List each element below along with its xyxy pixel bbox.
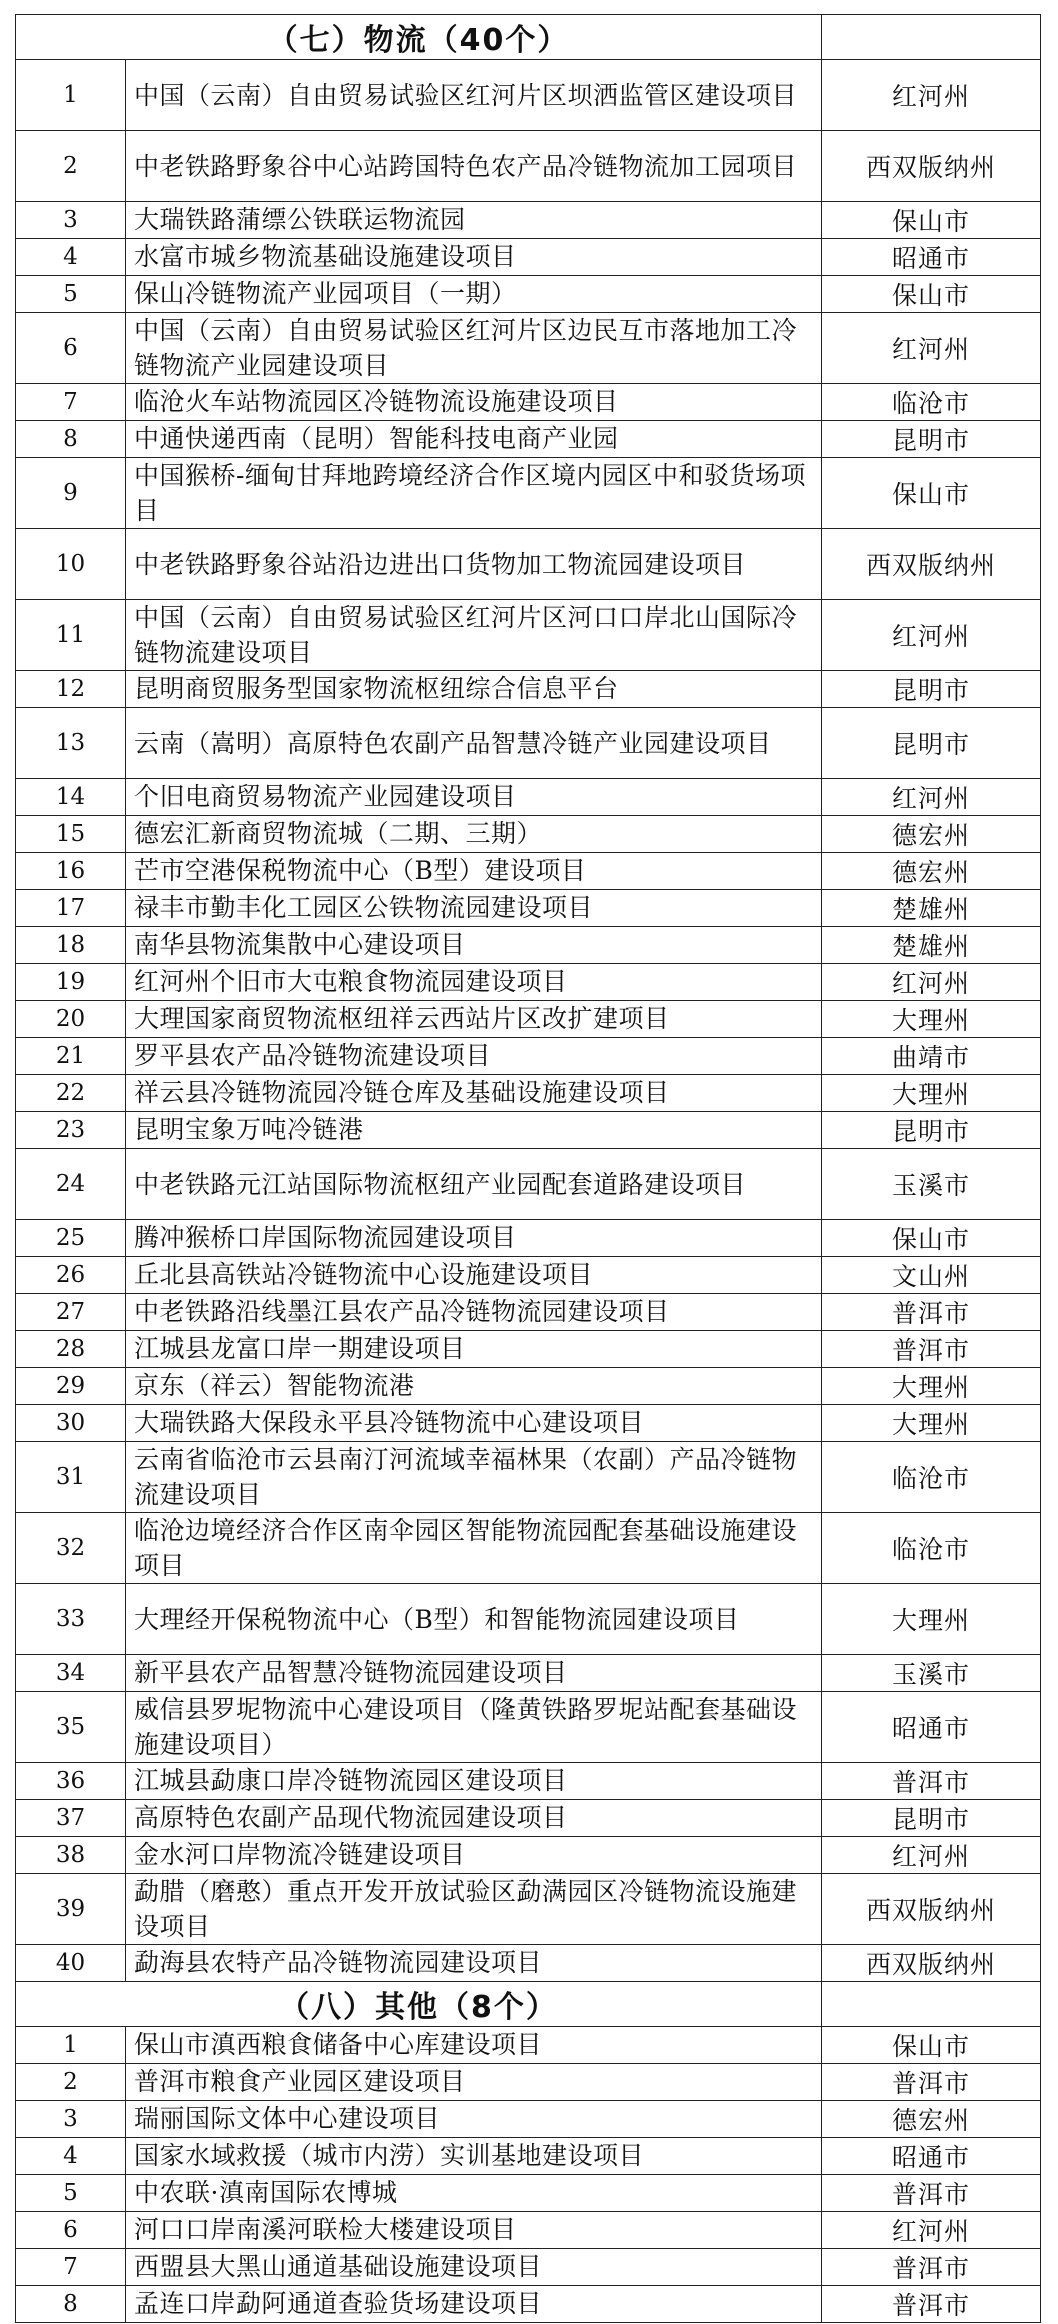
project-region: 红河州 <box>822 600 1041 671</box>
project-region: 楚雄州 <box>822 927 1041 964</box>
row-number: 16 <box>16 853 126 890</box>
project-region: 西双版纳州 <box>822 1945 1041 1982</box>
row-number: 18 <box>16 927 126 964</box>
project-region: 德宏州 <box>822 853 1041 890</box>
table-row <box>16 421 1041 458</box>
project-region: 临沧市 <box>822 384 1041 421</box>
section-header-row <box>16 15 1041 60</box>
project-name: 中老铁路元江站国际物流枢纽产业园配套道路建设项目 <box>126 1149 822 1220</box>
table-row <box>16 1294 1041 1331</box>
project-region: 昆明市 <box>822 708 1041 779</box>
project-region: 大理州 <box>822 1584 1041 1655</box>
row-number: 29 <box>16 1368 126 1405</box>
project-name: 京东（祥云）智能物流港 <box>126 1368 822 1405</box>
project-region: 普洱市 <box>822 1331 1041 1368</box>
project-region: 昭通市 <box>822 2138 1041 2175</box>
table-row <box>16 60 1041 131</box>
row-number: 5 <box>16 2175 126 2212</box>
table-row <box>16 2101 1041 2138</box>
project-name: 昆明宝象万吨冷链港 <box>126 1112 822 1149</box>
project-region: 普洱市 <box>822 2064 1041 2101</box>
table-row <box>16 2212 1041 2249</box>
table-row <box>16 1692 1041 1763</box>
row-number: 10 <box>16 529 126 600</box>
project-region: 德宏州 <box>822 2101 1041 2138</box>
table-row <box>16 816 1041 853</box>
project-region: 西双版纳州 <box>822 529 1041 600</box>
row-number: 31 <box>16 1442 126 1513</box>
project-region: 玉溪市 <box>822 1655 1041 1692</box>
row-number: 36 <box>16 1763 126 1800</box>
project-name: 大理国家商贸物流枢纽祥云西站片区改扩建项目 <box>126 1001 822 1038</box>
project-region: 普洱市 <box>822 2175 1041 2212</box>
project-name: 中国（云南）自由贸易试验区红河片区河口口岸北山国际冷链物流建设项目 <box>126 600 822 671</box>
row-number: 38 <box>16 1837 126 1874</box>
table-row <box>16 779 1041 816</box>
table-row <box>16 1584 1041 1655</box>
table-row <box>16 131 1041 202</box>
table-row <box>16 458 1041 529</box>
project-region: 昆明市 <box>822 1112 1041 1149</box>
project-name: 保山冷链物流产业园项目（一期） <box>126 276 822 313</box>
project-name: 大瑞铁路大保段永平县冷链物流中心建设项目 <box>126 1405 822 1442</box>
project-name: 德宏汇新商贸物流城（二期、三期） <box>126 816 822 853</box>
row-number: 40 <box>16 1945 126 1982</box>
project-name: 河口口岸南溪河联检大楼建设项目 <box>126 2212 822 2249</box>
row-number: 22 <box>16 1075 126 1112</box>
row-number: 1 <box>16 60 126 131</box>
project-name: 勐海县农特产品冷链物流园建设项目 <box>126 1945 822 1982</box>
table-row <box>16 1513 1041 1584</box>
project-name: 祥云县冷链物流园冷链仓库及基础设施建设项目 <box>126 1075 822 1112</box>
project-region: 大理州 <box>822 1368 1041 1405</box>
project-table <box>15 14 1041 2323</box>
table-row <box>16 853 1041 890</box>
project-region: 临沧市 <box>822 1442 1041 1513</box>
project-region: 普洱市 <box>822 2249 1041 2286</box>
row-number: 34 <box>16 1655 126 1692</box>
row-number: 35 <box>16 1692 126 1763</box>
project-name: 勐腊（磨憨）重点开发开放试验区勐满园区冷链物流设施建设项目 <box>126 1874 822 1945</box>
project-name: 昆明商贸服务型国家物流枢纽综合信息平台 <box>126 671 822 708</box>
project-name: 丘北县高铁站冷链物流中心设施建设项目 <box>126 1257 822 1294</box>
project-region: 保山市 <box>822 2027 1041 2064</box>
project-name: 水富市城乡物流基础设施建设项目 <box>126 239 822 276</box>
table-row <box>16 239 1041 276</box>
table-row <box>16 1075 1041 1112</box>
section-title: （七）物流（40个） <box>16 15 822 60</box>
table-row <box>16 1331 1041 1368</box>
project-region: 大理州 <box>822 1001 1041 1038</box>
row-number: 1 <box>16 2027 126 2064</box>
project-region: 德宏州 <box>822 816 1041 853</box>
project-name: 大瑞铁路蒲缥公铁联运物流园 <box>126 202 822 239</box>
section-header-row <box>16 1982 1041 2027</box>
table-row <box>16 2064 1041 2101</box>
row-number: 2 <box>16 2064 126 2101</box>
project-name: 保山市滇西粮食储备中心库建设项目 <box>126 2027 822 2064</box>
table-row <box>16 890 1041 927</box>
table-row <box>16 1442 1041 1513</box>
project-region: 昭通市 <box>822 239 1041 276</box>
table-row <box>16 2286 1041 2323</box>
project-name: 腾冲猴桥口岸国际物流园建设项目 <box>126 1220 822 1257</box>
project-region: 大理州 <box>822 1405 1041 1442</box>
table-row <box>16 600 1041 671</box>
row-number: 19 <box>16 964 126 1001</box>
project-name: 江城县勐康口岸冷链物流园区建设项目 <box>126 1763 822 1800</box>
project-name: 高原特色农副产品现代物流园建设项目 <box>126 1800 822 1837</box>
project-name: 云南（嵩明）高原特色农副产品智慧冷链产业园建设项目 <box>126 708 822 779</box>
project-name: 西盟县大黑山通道基础设施建设项目 <box>126 2249 822 2286</box>
project-region: 文山州 <box>822 1257 1041 1294</box>
project-region: 昆明市 <box>822 1800 1041 1837</box>
table-row <box>16 708 1041 779</box>
table-row <box>16 1112 1041 1149</box>
table-row <box>16 1368 1041 1405</box>
project-region: 曲靖市 <box>822 1038 1041 1075</box>
project-name: 威信县罗坭物流中心建设项目（隆黄铁路罗坭站配套基础设施建设项目） <box>126 1692 822 1763</box>
row-number: 8 <box>16 421 126 458</box>
project-name: 中老铁路沿线墨江县农产品冷链物流园建设项目 <box>126 1294 822 1331</box>
table-row <box>16 529 1041 600</box>
row-number: 28 <box>16 1331 126 1368</box>
row-number: 26 <box>16 1257 126 1294</box>
section-header-blank <box>822 1982 1041 2027</box>
project-name: 南华县物流集散中心建设项目 <box>126 927 822 964</box>
project-name: 临沧火车站物流园区冷链物流设施建设项目 <box>126 384 822 421</box>
project-name: 中国（云南）自由贸易试验区红河片区坝洒监管区建设项目 <box>126 60 822 131</box>
table-row <box>16 964 1041 1001</box>
project-region: 玉溪市 <box>822 1149 1041 1220</box>
table-row <box>16 2175 1041 2212</box>
section-title: （八）其他（8个） <box>16 1982 822 2027</box>
table-row <box>16 2249 1041 2286</box>
row-number: 14 <box>16 779 126 816</box>
project-region: 昭通市 <box>822 1692 1041 1763</box>
table-row <box>16 1001 1041 1038</box>
table-row <box>16 1837 1041 1874</box>
row-number: 3 <box>16 2101 126 2138</box>
project-region: 红河州 <box>822 60 1041 131</box>
table-row <box>16 1257 1041 1294</box>
row-number: 20 <box>16 1001 126 1038</box>
project-name: 中通快递西南（昆明）智能科技电商产业园 <box>126 421 822 458</box>
table-row <box>16 1655 1041 1692</box>
project-name: 禄丰市勤丰化工园区公铁物流园建设项目 <box>126 890 822 927</box>
row-number: 39 <box>16 1874 126 1945</box>
row-number: 7 <box>16 2249 126 2286</box>
row-number: 3 <box>16 202 126 239</box>
table-row <box>16 2027 1041 2064</box>
project-region: 红河州 <box>822 779 1041 816</box>
project-region: 普洱市 <box>822 1763 1041 1800</box>
project-name: 云南省临沧市云县南汀河流域幸福林果（农副）产品冷链物流建设项目 <box>126 1442 822 1513</box>
table-row <box>16 1038 1041 1075</box>
project-name: 中老铁路野象谷站沿边进出口货物加工物流园建设项目 <box>126 529 822 600</box>
project-region: 保山市 <box>822 1220 1041 1257</box>
project-name: 瑞丽国际文体中心建设项目 <box>126 2101 822 2138</box>
row-number: 11 <box>16 600 126 671</box>
project-name: 红河州个旧市大屯粮食物流园建设项目 <box>126 964 822 1001</box>
section-header-blank <box>822 15 1041 60</box>
project-name: 国家水域救援（城市内涝）实训基地建设项目 <box>126 2138 822 2175</box>
project-table-body <box>16 15 1041 2323</box>
row-number: 7 <box>16 384 126 421</box>
table-row <box>16 1945 1041 1982</box>
project-region: 红河州 <box>822 1837 1041 1874</box>
project-region: 保山市 <box>822 276 1041 313</box>
row-number: 30 <box>16 1405 126 1442</box>
table-row <box>16 1220 1041 1257</box>
project-region: 保山市 <box>822 458 1041 529</box>
project-name: 个旧电商贸易物流产业园建设项目 <box>126 779 822 816</box>
row-number: 32 <box>16 1513 126 1584</box>
table-row <box>16 276 1041 313</box>
row-number: 17 <box>16 890 126 927</box>
project-region: 临沧市 <box>822 1513 1041 1584</box>
project-name: 中国猴桥-缅甸甘拜地跨境经济合作区境内园区中和驳货场项目 <box>126 458 822 529</box>
project-region: 大理州 <box>822 1075 1041 1112</box>
row-number: 6 <box>16 2212 126 2249</box>
table-row <box>16 927 1041 964</box>
table-row <box>16 1800 1041 1837</box>
project-name: 中老铁路野象谷中心站跨国特色农产品冷链物流加工园项目 <box>126 131 822 202</box>
project-name: 金水河口岸物流冷链建设项目 <box>126 1837 822 1874</box>
row-number: 13 <box>16 708 126 779</box>
project-region: 西双版纳州 <box>822 1874 1041 1945</box>
row-number: 23 <box>16 1112 126 1149</box>
project-name: 芒市空港保税物流中心（B型）建设项目 <box>126 853 822 890</box>
project-name: 中农联·滇南国际农博城 <box>126 2175 822 2212</box>
project-region: 红河州 <box>822 2212 1041 2249</box>
row-number: 33 <box>16 1584 126 1655</box>
project-region: 普洱市 <box>822 2286 1041 2323</box>
project-region: 红河州 <box>822 964 1041 1001</box>
project-region: 楚雄州 <box>822 890 1041 927</box>
table-row <box>16 313 1041 384</box>
row-number: 2 <box>16 131 126 202</box>
table-row <box>16 202 1041 239</box>
row-number: 9 <box>16 458 126 529</box>
project-name: 普洱市粮食产业园区建设项目 <box>126 2064 822 2101</box>
table-row <box>16 1763 1041 1800</box>
row-number: 12 <box>16 671 126 708</box>
row-number: 15 <box>16 816 126 853</box>
project-region: 西双版纳州 <box>822 131 1041 202</box>
project-name: 临沧边境经济合作区南伞园区智能物流园配套基础设施建设项目 <box>126 1513 822 1584</box>
project-region: 昆明市 <box>822 421 1041 458</box>
project-name: 中国（云南）自由贸易试验区红河片区边民互市落地加工冷链物流产业园建设项目 <box>126 313 822 384</box>
row-number: 6 <box>16 313 126 384</box>
row-number: 5 <box>16 276 126 313</box>
project-region: 保山市 <box>822 202 1041 239</box>
row-number: 27 <box>16 1294 126 1331</box>
project-name: 罗平县农产品冷链物流建设项目 <box>126 1038 822 1075</box>
row-number: 21 <box>16 1038 126 1075</box>
project-name: 孟连口岸勐阿通道查验货场建设项目 <box>126 2286 822 2323</box>
table-row <box>16 1149 1041 1220</box>
row-number: 8 <box>16 2286 126 2323</box>
table-row <box>16 1874 1041 1945</box>
project-region: 普洱市 <box>822 1294 1041 1331</box>
table-row <box>16 2138 1041 2175</box>
project-name: 大理经开保税物流中心（B型）和智能物流园建设项目 <box>126 1584 822 1655</box>
table-row <box>16 384 1041 421</box>
row-number: 4 <box>16 2138 126 2175</box>
row-number: 24 <box>16 1149 126 1220</box>
project-name: 新平县农产品智慧冷链物流园建设项目 <box>126 1655 822 1692</box>
project-region: 昆明市 <box>822 671 1041 708</box>
row-number: 37 <box>16 1800 126 1837</box>
row-number: 25 <box>16 1220 126 1257</box>
row-number: 4 <box>16 239 126 276</box>
project-region: 红河州 <box>822 313 1041 384</box>
table-row <box>16 671 1041 708</box>
project-name: 江城县龙富口岸一期建设项目 <box>126 1331 822 1368</box>
table-row <box>16 1405 1041 1442</box>
